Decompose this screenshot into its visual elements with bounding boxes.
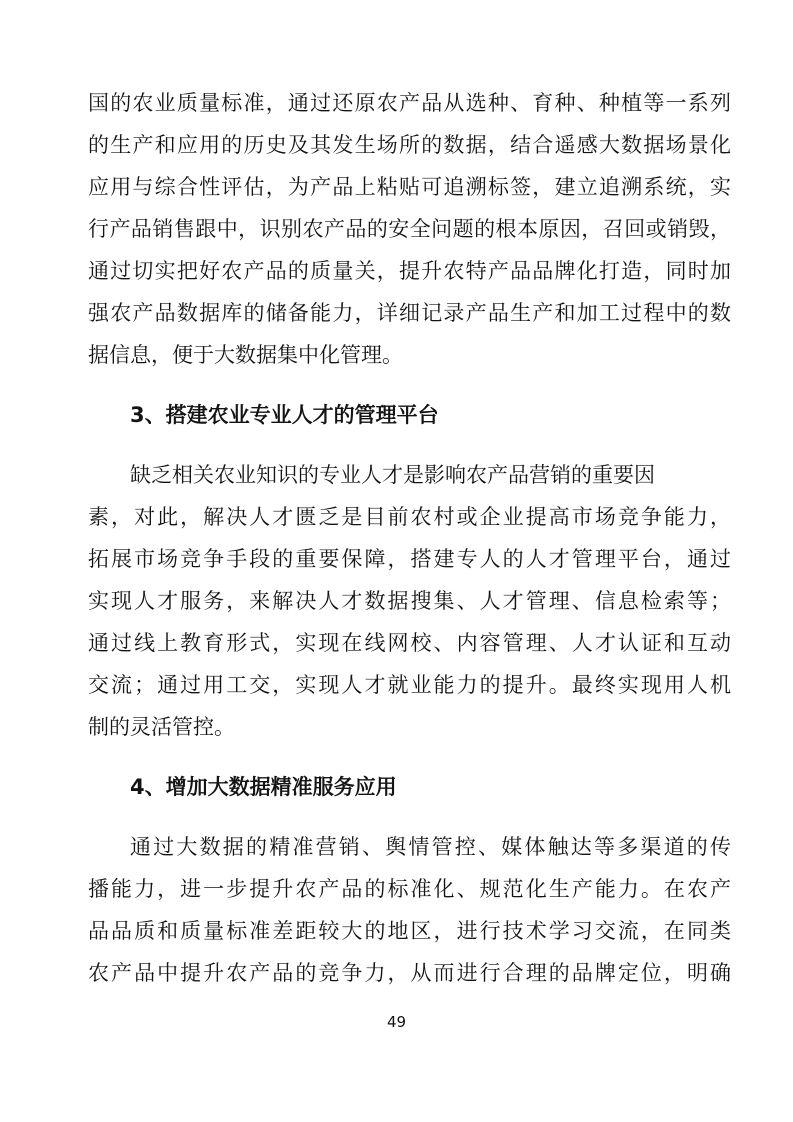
- text-line: 据信息，便于大数据集中化管理。: [88, 343, 403, 367]
- text-line: 拓展市场竞争手段的重要保障，搭建专人的人才管理平台，通过: [88, 547, 731, 571]
- page-number-footer: 49: [386, 1013, 407, 1031]
- section-heading-bigdata-service: 4、增加大数据精准服务应用: [130, 775, 397, 799]
- text-line: 素，对此，解决人才匮乏是目前农村或企业提高市场竞争能力，: [88, 505, 731, 529]
- text-line: 通过线上教育形式，实现在线网校、内容管理、人才认证和互动: [88, 631, 731, 655]
- paragraph-quality-standards: [88, 82, 731, 376]
- text-line: 播能力，进一步提升农产品的标准化、规范化生产能力。在农产: [88, 877, 731, 901]
- text-line: 缺乏相关农业知识的专业人才是影响农产品营销的重要因: [130, 463, 655, 487]
- text-line: 交流；通过用工交，实现人才就业能力的提升。最终实现用人机: [88, 673, 731, 697]
- section-heading-talent-platform: 3、搭建农业专业人才的管理平台: [130, 403, 439, 427]
- text-line: 行产品销售跟中，识别农产品的安全问题的根本原因，召回或销毁，: [88, 217, 731, 241]
- paragraph-talent-platform: [88, 454, 731, 748]
- text-line: 实现人才服务，来解决人才数据搜集、人才管理、信息检索等；: [88, 589, 731, 613]
- text-line: 农产品中提升农产品的竞争力，从而进行合理的品牌定位，明确: [88, 961, 731, 985]
- text-line: 国的农业质量标准，通过还原农产品从选种、育种、种植等一系列: [88, 91, 731, 115]
- text-line: 制的灵活管控。: [88, 715, 235, 739]
- text-line: 应用与综合性评估，为产品上粘贴可追溯标签，建立追溯系统，实: [88, 175, 731, 199]
- document-body: [88, 82, 731, 994]
- text-line: 强农产品数据库的储备能力，详细记录产品生产和加工过程中的数: [88, 301, 731, 325]
- text-line: 品品质和质量标准差距较大的地区，进行技术学习交流，在同类: [88, 919, 731, 943]
- paragraph-bigdata-service: [88, 826, 731, 994]
- text-line: 通过切实把好农产品的质量关，提升农特产品品牌化打造，同时加: [88, 259, 731, 283]
- text-line: 的生产和应用的历史及其发生场所的数据，结合遥感大数据场景化: [88, 133, 731, 157]
- text-line: 通过大数据的精准营销、舆情管控、媒体触达等多渠道的传: [130, 835, 731, 859]
